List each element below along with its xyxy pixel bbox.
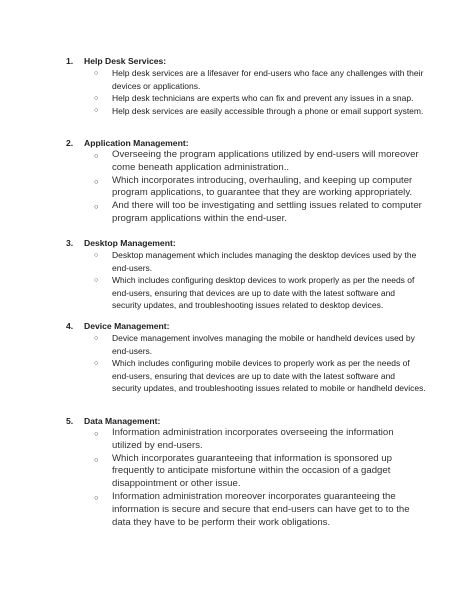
list-item <box>66 105 426 118</box>
section-number: 4. <box>66 321 74 331</box>
bullet-list <box>66 249 426 312</box>
list-item-text: Which incorporates guaranteeing that information is sponsored up frequently to anticipate misfortune within the occasion of a gadget disappointment or other issue. <box>112 452 392 490</box>
hollow-circle-bullet-icon: ○ <box>94 202 99 212</box>
section-number: 2. <box>66 138 74 148</box>
list-item <box>66 67 426 92</box>
list-item-text: Which incorporates introducing, overhauling, and keeping up computer program applications, to guarantee that they are working appropriately. <box>112 174 413 199</box>
list-item-text: Help desk services are easily accessible through a phone or email support system. <box>112 105 424 116</box>
list-item <box>66 149 426 175</box>
section-number: 3. <box>66 238 74 248</box>
list-item-text: Which includes configuring mobile devices to properly work as per the needs of end-users, ensuring that devices are up to date with the latest software and security updates, and troubleshooting issues related to mobile or handheld devices. <box>112 358 426 393</box>
section-data-management <box>66 416 426 529</box>
section-heading <box>66 238 426 249</box>
list-item <box>66 427 426 453</box>
list-item <box>66 200 426 226</box>
bullet-list <box>66 67 426 117</box>
section-heading <box>66 138 426 149</box>
hollow-circle-bullet-icon: ○ <box>94 107 99 114</box>
hollow-circle-bullet-icon: ○ <box>94 429 99 438</box>
hollow-circle-bullet-icon: ○ <box>94 334 99 342</box>
section-title: Data Management: <box>84 416 161 426</box>
section-heading <box>66 56 426 67</box>
list-item <box>66 175 426 201</box>
list-item-text: Help desk services are a lifesaver for end-users who face any challenges with their devices or applications. <box>112 68 424 91</box>
list-item-text: Information administration moreover incorporates guaranteeing the information is secure and secure that end-users can have get to to the data they have to be perform their work obligations. <box>112 490 410 528</box>
list-item-text: Overseeing the program applications utilized by end-users will moreover come beneath application administration.. <box>112 149 419 173</box>
hollow-circle-bullet-icon: ○ <box>94 151 99 160</box>
list-item-text: Device management involves managing the mobile or handheld devices used by end-users. <box>112 333 415 356</box>
list-item-text: Help desk technicians are experts who can fix and prevent any issues in a snap. <box>112 93 414 103</box>
bullet-list <box>66 427 426 529</box>
section-title: Application Management: <box>84 138 189 148</box>
hollow-circle-bullet-icon: ○ <box>94 492 99 502</box>
list-item <box>66 491 426 529</box>
hollow-circle-bullet-icon: ○ <box>94 276 99 284</box>
list-item <box>66 357 426 395</box>
section-desktop-management <box>66 238 426 312</box>
section-title: Desktop Management: <box>84 238 176 248</box>
bullet-list <box>66 149 426 226</box>
bullet-list <box>66 332 426 395</box>
hollow-circle-bullet-icon: ○ <box>94 69 99 77</box>
section-number: 1. <box>66 56 74 66</box>
list-item <box>66 249 426 274</box>
list-item <box>66 274 426 312</box>
hollow-circle-bullet-icon: ○ <box>94 251 99 259</box>
section-heading <box>66 416 426 427</box>
list-item <box>66 332 426 357</box>
hollow-circle-bullet-icon: ○ <box>94 176 99 186</box>
section-heading <box>66 321 426 332</box>
list-item <box>66 453 426 491</box>
section-help-desk-services <box>66 56 426 117</box>
section-number: 5. <box>66 416 74 426</box>
section-device-management <box>66 321 426 395</box>
section-title: Device Management: <box>84 321 170 331</box>
hollow-circle-bullet-icon: ○ <box>94 94 99 102</box>
list-item-text: Which includes configuring desktop devices to work properly as per the needs of end-users, ensuring that devices are up to date with the latest software and security updates, and troubleshooting issues related to desktop devices. <box>112 275 415 310</box>
section-title: Help Desk Services: <box>84 56 167 66</box>
section-application-management <box>66 138 426 226</box>
list-item <box>66 92 426 105</box>
hollow-circle-bullet-icon: ○ <box>94 454 99 464</box>
list-item-text: Desktop management which includes managing the desktop devices used by the end-users. <box>112 250 417 273</box>
list-item-text: And there will too be investigating and settling issues related to computer program applications within the end-user. <box>112 200 422 224</box>
hollow-circle-bullet-icon: ○ <box>94 359 99 367</box>
list-item-text: Information administration incorporates overseeing the information utilized by end-users. <box>112 427 394 451</box>
